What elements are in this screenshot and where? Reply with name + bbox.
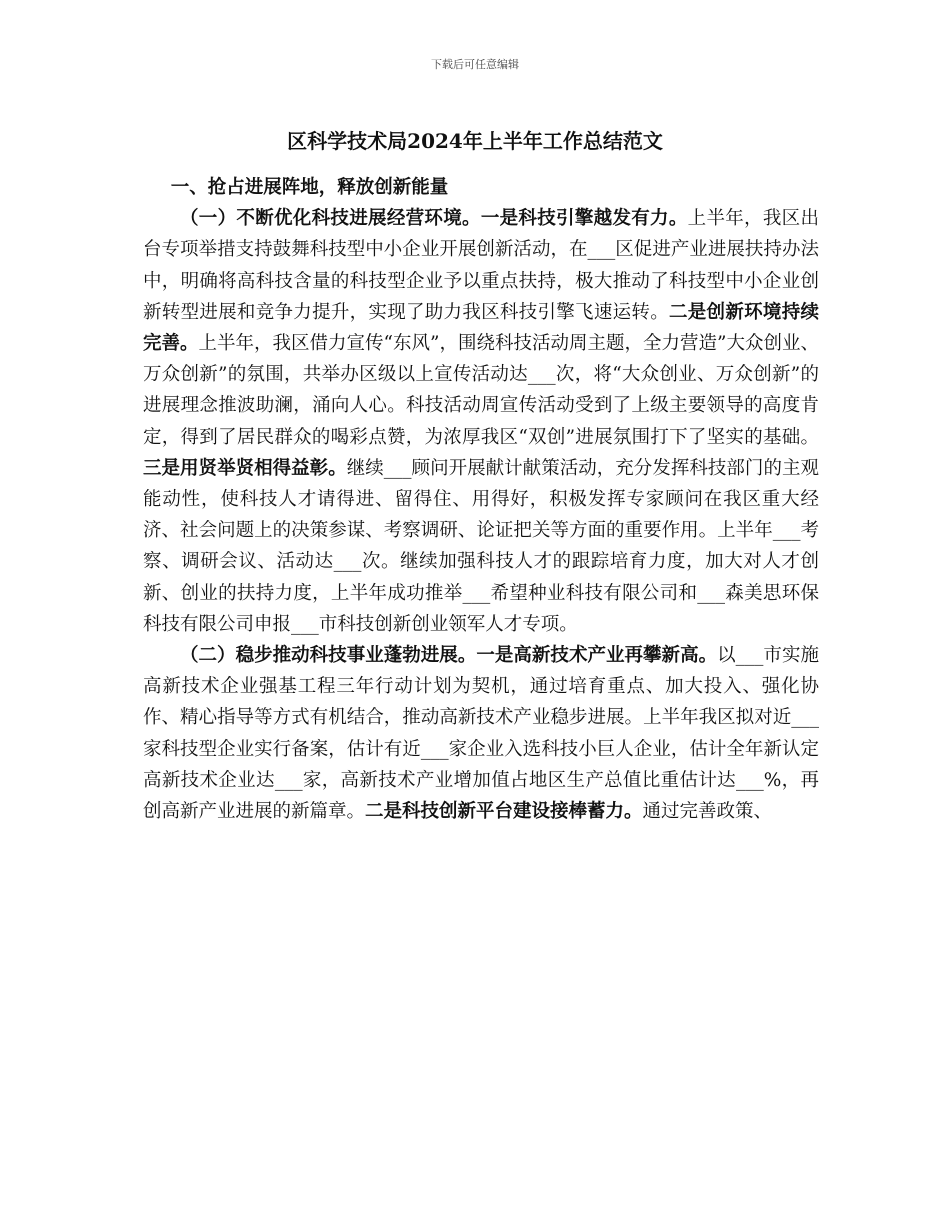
paragraph-1 xyxy=(143,203,819,640)
subsection-heading-1: （一）不断优化科技进展经营环境。 xyxy=(180,208,481,230)
paragraph-text: 通过完善政策、 xyxy=(642,801,773,823)
point-heading: 三是用贤举贤相得益彰。 xyxy=(143,457,347,479)
paragraph-text: 继续___顾问开展献计献策活动，充分发挥科技部门的主观能动性，使科技人才请得进、留得住、用得好，积极发挥专家顾问在我区重大经济、社会问题上的决策参谋、考察调研、论证把关等方面的重要作用。上半年___考察、调研会议、活动达___次。继续加强科技人才的跟踪培育力度，加大对人才创新、创业的扶持力度，上半年成功推举___希望种业科技有限公司和___森美思环保科技有限公司申报___市科技创新创业领军人才专项。 xyxy=(143,457,819,635)
point-heading: 二是创新环境持续完善。 xyxy=(143,301,819,355)
subsection-heading-2: （二）稳步推动科技事业蓬勃进展。 xyxy=(180,645,477,667)
document-body xyxy=(143,172,819,827)
section-heading: 一、抢占进展阵地，释放创新能量 xyxy=(170,177,449,198)
point-heading: 一是科技引擎越发有力。 xyxy=(480,208,688,230)
paragraph-text: 上半年，我区出台专项举措支持鼓舞科技型中小企业开展创新活动，在___区促进产业进展扶持办法中，明确将高科技含量的科技型企业予以重点扶持，极大推动了科技型中小企业创新转型进展和竞争力提升，实现了助力我区科技引擎飞速运转。 xyxy=(143,208,819,323)
point-heading: 一是高新技术产业再攀新高。 xyxy=(476,645,718,667)
paragraph-2 xyxy=(143,640,819,827)
document-title: 区科学技术局2024年上半年工作总结范文 xyxy=(287,129,663,153)
point-heading: 二是科技创新平台建设接棒蓄力。 xyxy=(365,801,643,823)
page-header: 下载后可任意编辑 xyxy=(431,58,519,71)
paragraph-text: 上半年，我区借力宣传“东风”，围绕科技活动周主题，全力营造”大众创业、万众创新”的氛围，共举办区级以上宣传活动达___次，将“大众创业、万众创新”的进展理念推波助澜，涌向人心。科技活动周宣传活动受到了上级主要领导的高度肯定，得到了居民群众的喝彩点赞，为浓厚我区“双创”进展氛围打下了坚实的基础。 xyxy=(143,333,819,448)
paragraph-text: 以___市实施高新技术企业强基工程三年行动计划为契机，通过培育重点、加大投入、强化协作、精心指导等方式有机结合，推动高新技术产业稳步进展。上半年我区拟对近___家科技型企业实行备案，估计有近___家企业入选科技小巨人企业，估计全年新认定高新技术企业达___家，高新技术产业增加值占地区生产总值比重估计达___%，再创高新产业进展的新篇章。 xyxy=(143,645,819,823)
